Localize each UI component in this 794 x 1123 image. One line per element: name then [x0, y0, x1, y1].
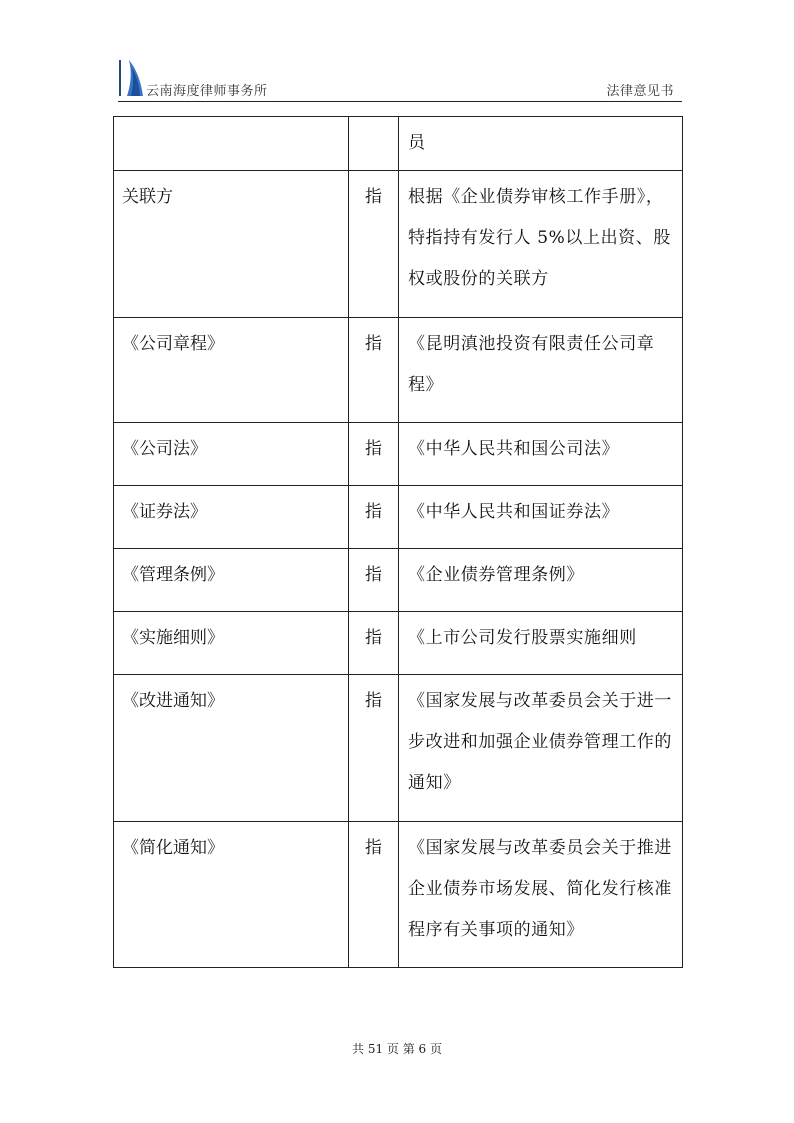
term-cell	[114, 675, 349, 822]
separator-text: 指	[365, 187, 382, 207]
separator-text: 指	[365, 334, 382, 354]
definition-text: 《中华人民共和国公司法》	[408, 439, 620, 459]
term-cell	[114, 486, 349, 549]
document-type: 法律意见书	[606, 84, 674, 99]
separator-text: 指	[365, 691, 382, 711]
separator-text: 指	[365, 502, 382, 522]
definitions-table	[113, 116, 683, 968]
definition-cell	[399, 675, 683, 822]
table-row	[114, 822, 683, 968]
definition-text: 《中华人民共和国证券法》	[408, 502, 620, 522]
separator-cell	[349, 486, 399, 549]
definition-cell	[399, 486, 683, 549]
separator-cell	[349, 318, 399, 423]
separator-cell	[349, 117, 399, 171]
firm-name: 云南海度律师事务所	[146, 84, 268, 99]
table-row	[114, 486, 683, 549]
definition-text: 《企业债券管理条例》	[408, 565, 584, 585]
term-text: 关联方	[122, 187, 173, 207]
table-row	[114, 549, 683, 612]
term-cell	[114, 171, 349, 318]
separator-text: 指	[365, 838, 382, 858]
term-text: 《公司法》	[122, 439, 207, 459]
definition-text: 《上市公司发行股票实施细则	[408, 628, 637, 648]
table-row	[114, 117, 683, 171]
page-footer: 共 51 页 第 6 页	[352, 1042, 442, 1056]
table-row	[114, 318, 683, 423]
term-cell	[114, 612, 349, 675]
definition-text: 《国家发展与改革委员会关于推进企业债券市场发展、简化发行核准程序有关事项的通知》	[408, 838, 672, 940]
definition-text: 根据《企业债券审核工作手册》，特指持有发行人 5%以上出资、股权或股份的关联方	[408, 187, 671, 289]
separator-cell	[349, 171, 399, 318]
term-text: 《管理条例》	[122, 565, 224, 585]
term-cell	[114, 549, 349, 612]
term-text: 《公司章程》	[122, 334, 224, 354]
page-header	[118, 56, 682, 102]
term-text: 《简化通知》	[122, 838, 224, 858]
definition-cell	[399, 171, 683, 318]
separator-cell	[349, 612, 399, 675]
definition-cell	[399, 549, 683, 612]
separator-text: 指	[365, 628, 382, 648]
term-text: 《改进通知》	[122, 691, 224, 711]
definition-cell	[399, 612, 683, 675]
definition-cell	[399, 117, 683, 171]
definition-text: 《昆明滇池投资有限责任公司章程》	[408, 334, 655, 395]
term-cell	[114, 318, 349, 423]
definition-cell	[399, 822, 683, 968]
separator-cell	[349, 549, 399, 612]
term-cell	[114, 822, 349, 968]
term-text: 《实施细则》	[122, 628, 224, 648]
sail-logo-icon	[119, 56, 147, 98]
term-cell	[114, 423, 349, 486]
definition-text: 员	[408, 133, 426, 153]
definition-cell	[399, 318, 683, 423]
definition-cell	[399, 423, 683, 486]
separator-text: 指	[365, 439, 382, 459]
table-row	[114, 612, 683, 675]
table-row	[114, 423, 683, 486]
table-row	[114, 171, 683, 318]
table-row	[114, 675, 683, 822]
separator-text: 指	[365, 565, 382, 585]
separator-cell	[349, 822, 399, 968]
term-text: 《证券法》	[122, 502, 207, 522]
separator-cell	[349, 675, 399, 822]
term-cell	[114, 117, 349, 171]
definition-text: 《国家发展与改革委员会关于进一步改进和加强企业债券管理工作的通知》	[408, 691, 672, 793]
separator-cell	[349, 423, 399, 486]
